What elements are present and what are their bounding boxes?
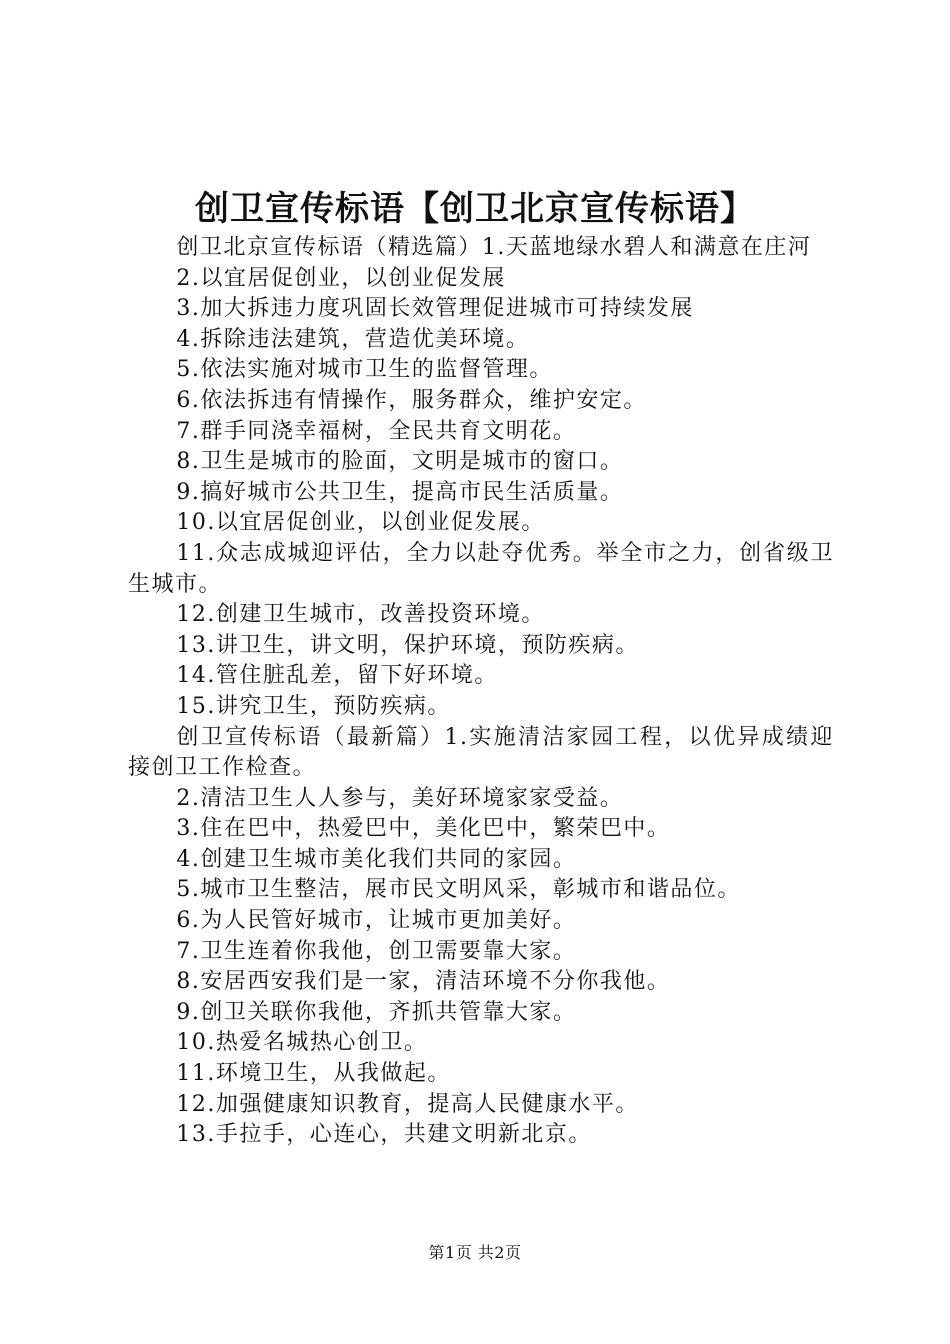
paragraph: 3.加大拆违力度巩固长效管理促进城市可持续发展 [176,296,694,322]
paragraph: 13.讲卫生，讲文明，保护环境，预防疾病。 [176,632,639,658]
paragraph: 9.搞好城市公共卫生，提高市民生活质量。 [176,479,624,505]
page-footer: 第1页 共2页 [428,1243,522,1262]
paragraph: 9.创卫关联你我他，齐抓共管靠大家。 [176,999,577,1025]
paragraph: 2.以宜居促创业，以创业促发展 [176,265,506,291]
paragraph: 11.环境卫生，从我做起。 [176,1061,451,1087]
paragraph: 6.依法拆违有情操作，服务群众，维护安定。 [176,387,647,413]
paragraph: 12.创建卫生城市，改善投资环境。 [176,602,545,628]
paragraph: 3.住在巴中，热爱巴中，美化巴中，繁荣巴中。 [176,816,671,842]
paragraph: 8.卫生是城市的脸面，文明是城市的窗口。 [176,449,624,475]
paragraph: 7.卫生连着你我他，创卫需要靠大家。 [176,938,577,964]
paragraph: 7.群手同浇幸福树，全民共育文明花。 [176,418,577,444]
document-body [128,233,834,1151]
paragraph: 10.热爱名城热心创卫。 [176,1030,428,1056]
paragraph: 13.手拉手，心连心，共建文明新北京。 [176,1122,592,1148]
paragraph: 4.创建卫生城市美化我们共同的家园。 [176,846,577,872]
paragraph: 12.加强健康知识教育，提高人民健康水平。 [176,1091,639,1117]
paragraph: 5.依法实施对城市卫生的监督管理。 [176,357,553,383]
paragraph: 10.以宜居促创业，以创业促发展。 [176,510,545,536]
paragraph: 8.安居西安我们是一家，清洁环境不分你我他。 [176,969,671,995]
paragraph: 2.清洁卫生人人参与，美好环境家家受益。 [176,785,624,811]
paragraph: 15.讲究卫生，预防疾病。 [176,693,451,719]
document-title: 创卫宣传标语【创卫北京宣传标语】 [195,189,755,229]
paragraph: 5.城市卫生整洁，展市民文明风采，彰城市和谐品位。 [176,877,741,903]
paragraph: 创卫北京宣传标语（精选篇）1.天蓝地绿水碧人和满意在庄河 [176,235,812,260]
paragraph: 11.众志成城迎评估，全力以赴夺优秀。举全市之力，创省级卫生城市。 [128,540,834,597]
paragraph: 4.拆除违法建筑，营造优美环境。 [176,326,530,352]
paragraph: 6.为人民管好城市，让城市更加美好。 [176,908,577,934]
paragraph: 创卫宣传标语（最新篇）1.实施清洁家园工程，以优异成绩迎接创卫工作检查。 [128,724,834,781]
paragraph: 14.管住脏乱差，留下好环境。 [176,663,498,689]
